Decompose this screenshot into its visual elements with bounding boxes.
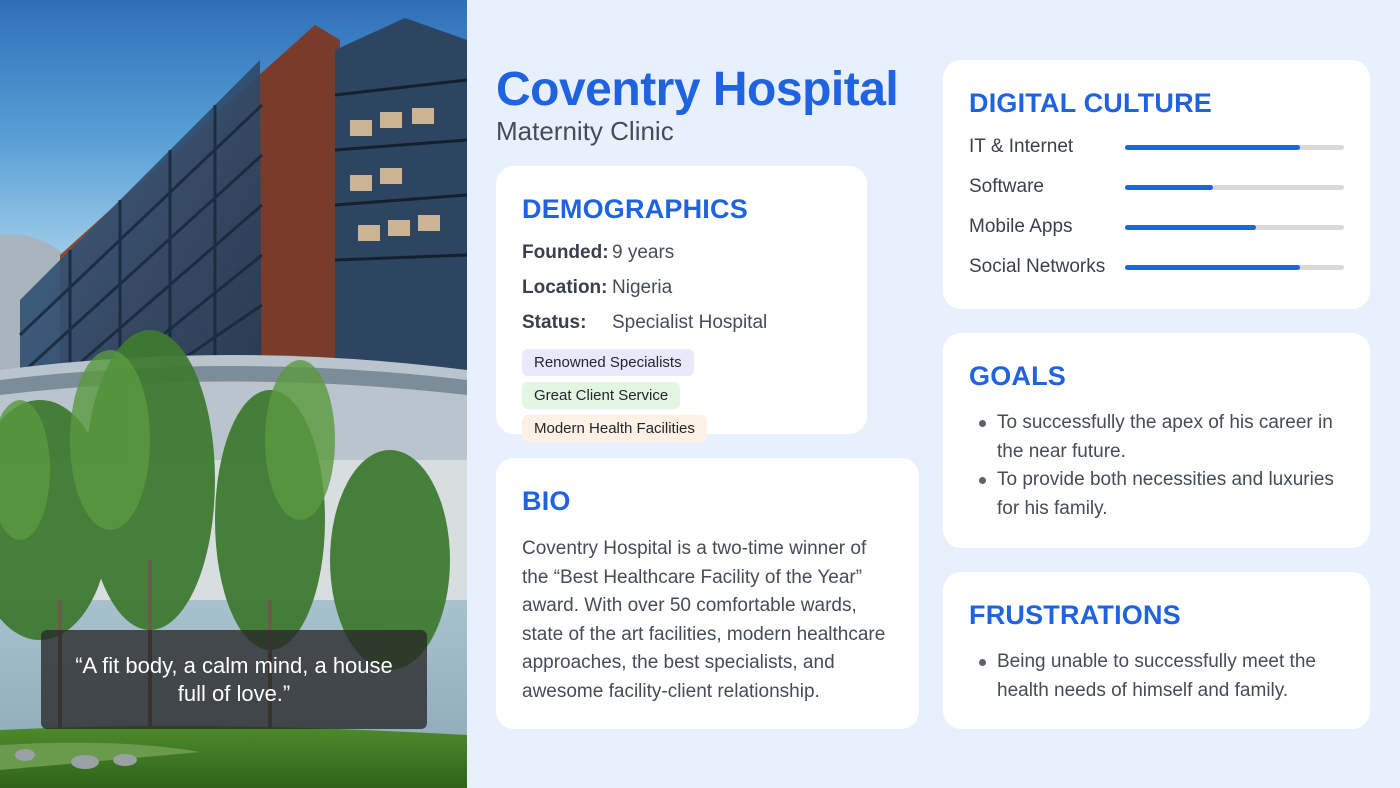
goals-card (943, 333, 1370, 548)
frustrations-card (943, 572, 1370, 729)
photo-quote: “A fit body, a calm mind, a house full of love.” (41, 630, 427, 729)
skill-row (969, 247, 1344, 287)
skill-bar (1125, 145, 1344, 150)
bio-card (496, 458, 919, 729)
frustrations-heading: FRUSTRATIONS (969, 600, 1181, 630)
skill-bar-fill (1125, 145, 1300, 150)
demographics-value: 9 years (612, 242, 675, 263)
digital-culture-heading: DIGITAL CULTURE (969, 88, 1212, 118)
skill-bar (1125, 265, 1344, 270)
tag-chip: Renowned Specialists (522, 349, 694, 376)
goal-item: To successfully the apex of his career in the near future. (969, 409, 1344, 466)
page-title: Coventry Hospital (496, 63, 899, 116)
demographics-key: Status: (522, 312, 587, 333)
tag-list (522, 349, 852, 442)
demographics-key: Founded: (522, 242, 609, 263)
skill-row (969, 167, 1344, 207)
demographics-row-status (522, 313, 841, 333)
demographics-row-founded (522, 243, 841, 263)
goal-item: To provide both necessities and luxuries for his family. (969, 466, 1344, 523)
goals-heading: GOALS (969, 361, 1067, 391)
skill-bar (1125, 185, 1344, 190)
skill-bar-fill (1125, 225, 1256, 230)
frustration-item: Being unable to successfully meet the health needs of himself and family. (969, 648, 1344, 705)
frustrations-list (969, 648, 1344, 705)
skill-label: IT & Internet (969, 136, 1074, 157)
bio-text: Coventry Hospital is a two-time winner of the “Best Healthcare Facility of the Year” award. With over 50 comfortable wards, state of the art facilities, modern healthcare approaches, the best specialists, and awesome facility-client relationship. (522, 538, 886, 702)
bio-heading: BIO (522, 486, 571, 516)
demographics-value: Specialist Hospital (612, 312, 768, 333)
skill-label: Software (969, 176, 1044, 197)
tag-chip: Great Client Service (522, 382, 680, 409)
page-subtitle: Maternity Clinic (496, 116, 674, 146)
demographics-value: Nigeria (612, 277, 673, 298)
demographics-heading: DEMOGRAPHICS (522, 194, 748, 224)
tag-chip: Modern Health Facilities (522, 415, 707, 442)
skill-row (969, 127, 1344, 167)
skill-label: Social Networks (969, 256, 1106, 277)
demographics-card (496, 166, 867, 437)
hospital-photo (0, 0, 467, 788)
skill-bar (1125, 225, 1344, 230)
skill-bar-fill (1125, 185, 1213, 190)
skill-bar-fill (1125, 265, 1300, 270)
demographics-key: Location: (522, 277, 608, 298)
demographics-row-location (522, 278, 841, 298)
skill-label: Mobile Apps (969, 216, 1073, 237)
goals-list (969, 409, 1344, 523)
skill-row (969, 207, 1344, 247)
digital-culture-card (943, 60, 1370, 309)
